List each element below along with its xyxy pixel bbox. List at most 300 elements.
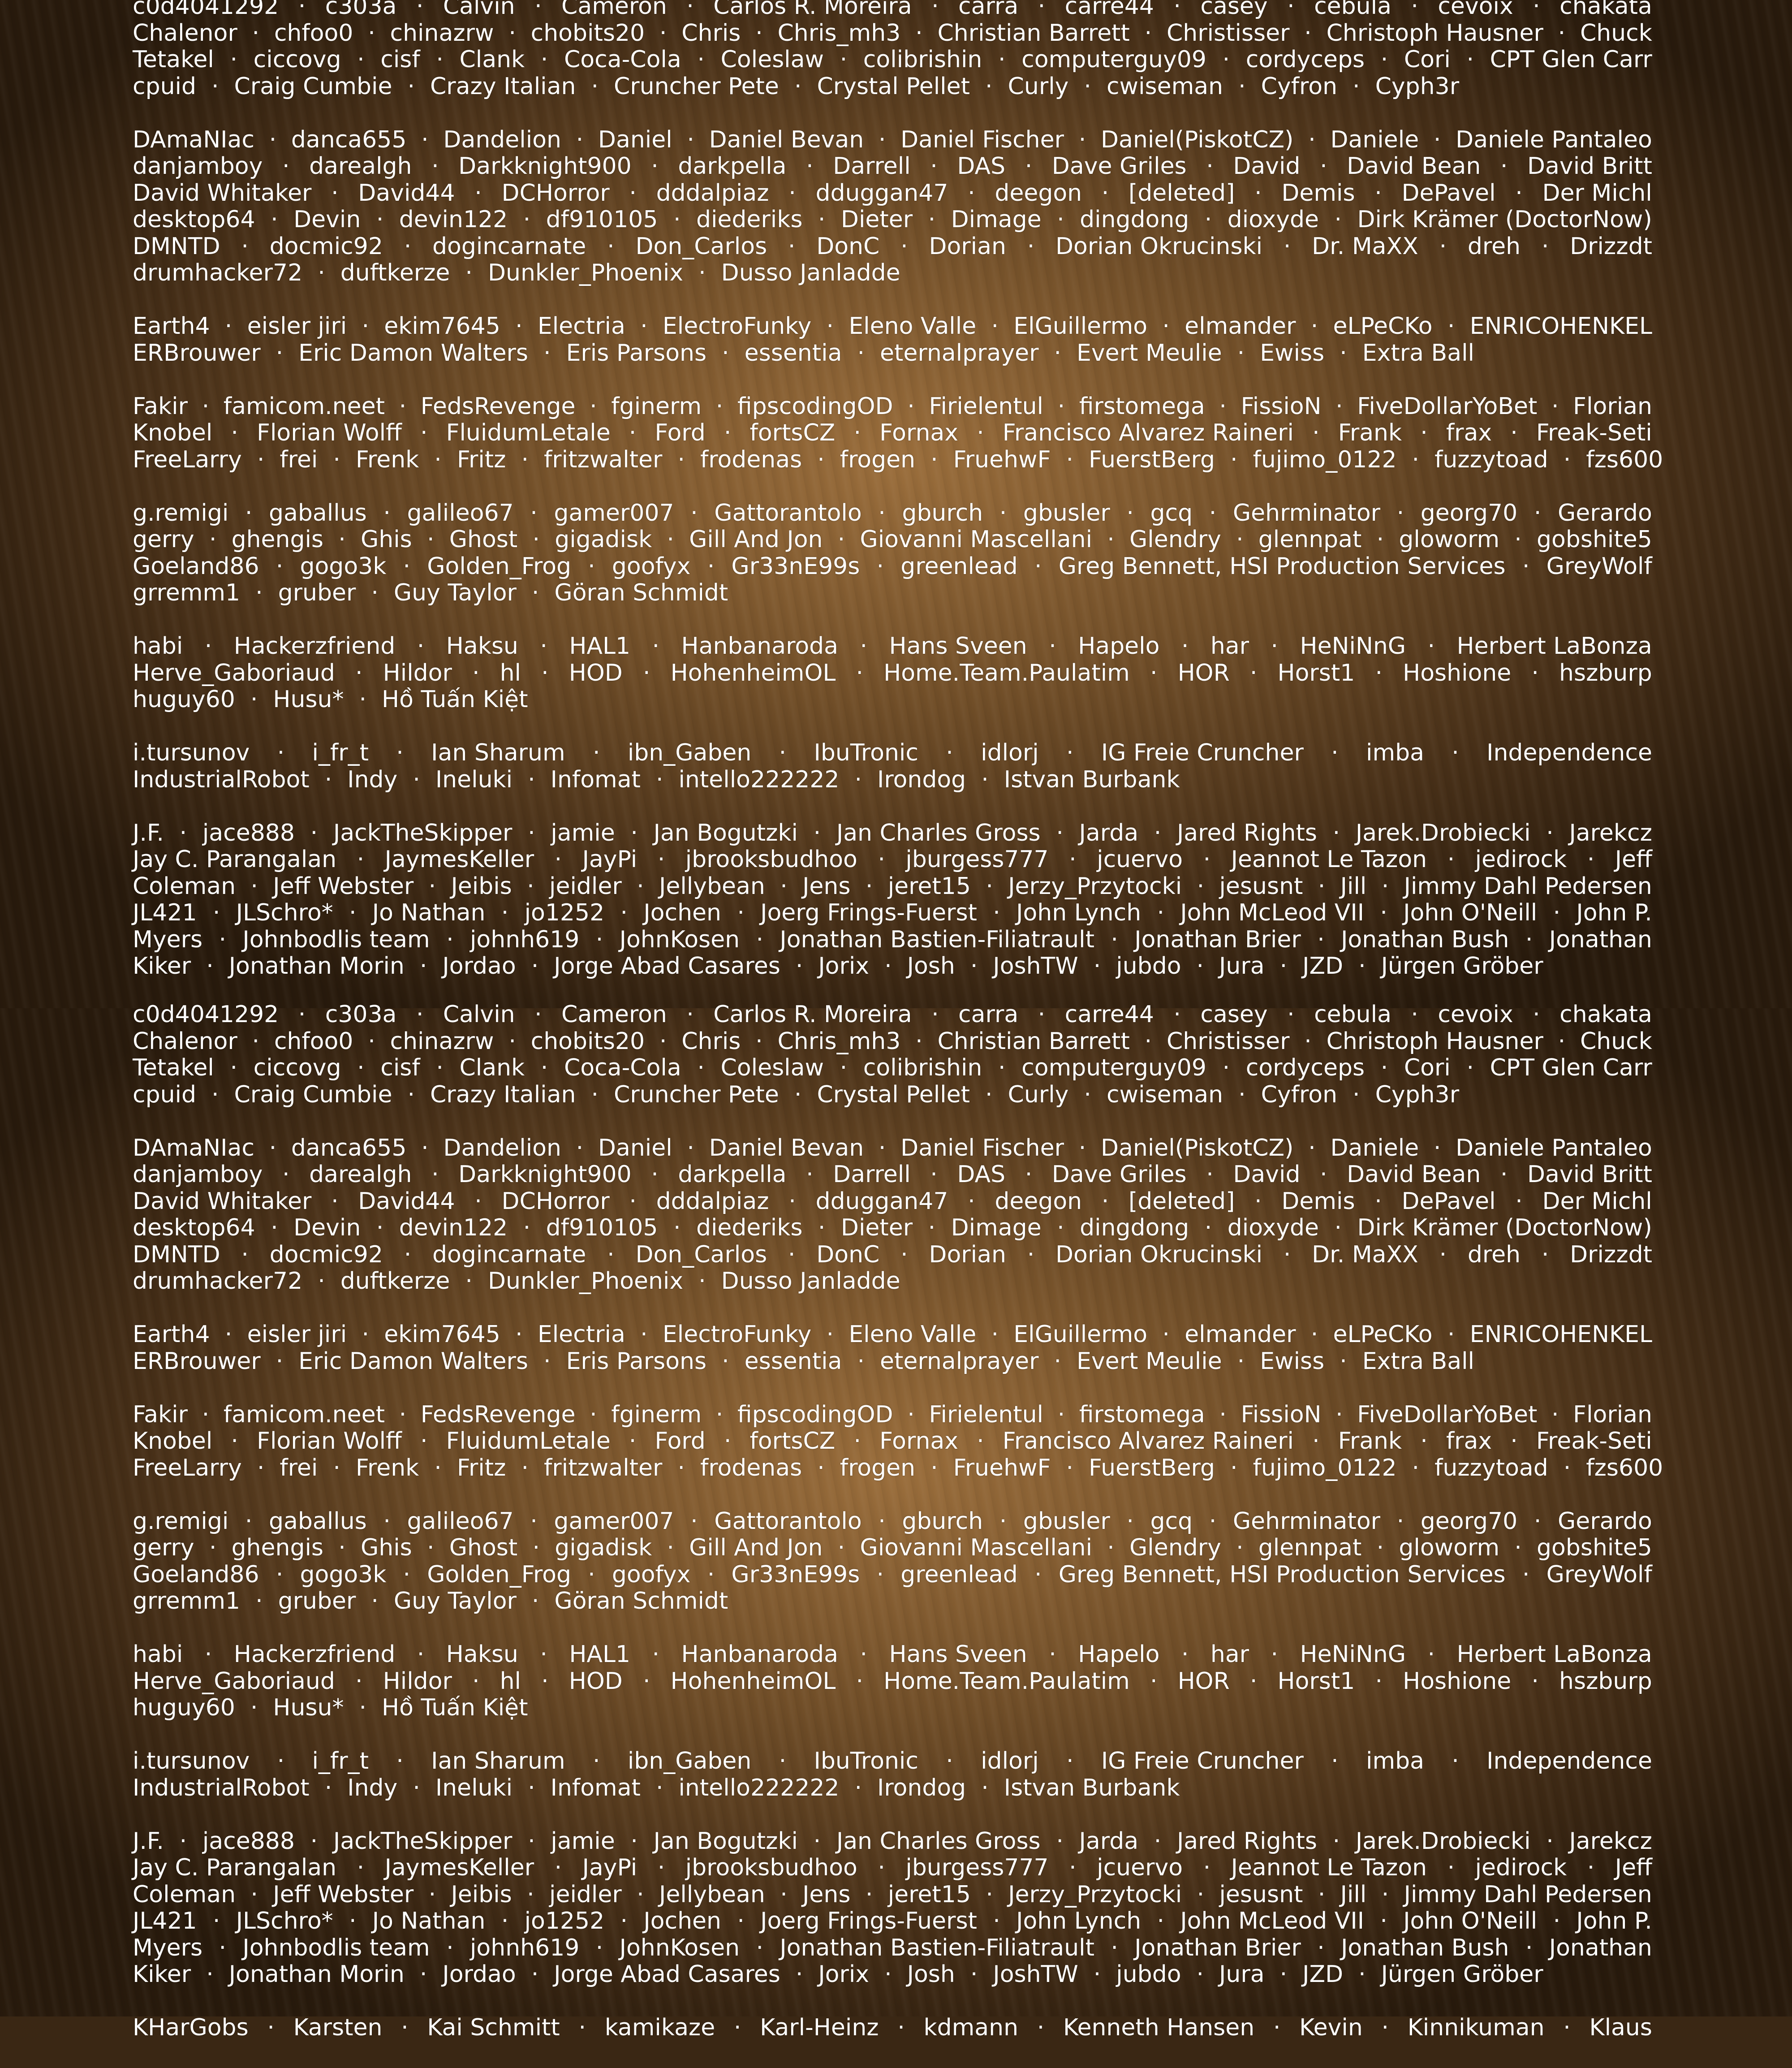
name-separator-dot: · [1038, 0, 1046, 20]
name-separator-dot: · [878, 1508, 886, 1535]
name-separator-dot: · [643, 1668, 650, 1695]
name-separator-dot: · [897, 2015, 905, 2042]
credit-name: famicom.neet [224, 1402, 385, 1429]
name-separator-dot: · [298, 1002, 306, 1028]
credit-name: Jarek.Drobiecki [1356, 1828, 1531, 1855]
name-separator-dot: · [1411, 0, 1418, 20]
name-separator-dot: · [985, 1082, 993, 1109]
name-separator-dot: · [531, 953, 539, 980]
name-separator-dot: · [1533, 1002, 1540, 1028]
credit-name: Giovanni Mascellani [860, 1535, 1092, 1562]
name-separator-dot: · [349, 1908, 357, 1935]
credit-name: huguy60 [133, 1695, 235, 1722]
credit-name: jedirock [1475, 1855, 1567, 1882]
credit-name: Jarekcz [1569, 1828, 1652, 1855]
name-separator-dot: · [1534, 1508, 1542, 1535]
credit-name: fuzzytoad [1434, 1455, 1548, 1482]
credit-name: John Lynch [1016, 900, 1141, 927]
name-separator-dot: · [368, 1028, 375, 1055]
name-separator-dot: · [421, 1135, 429, 1162]
name-separator-dot: · [420, 1428, 428, 1455]
credit-name: ElGuillermo [1013, 313, 1147, 340]
name-separator-dot: · [658, 846, 665, 873]
name-separator-dot: · [446, 1935, 454, 1962]
credit-name: Goeland86 [133, 553, 259, 580]
credit-name: FissioN [1241, 393, 1322, 420]
credit-name: jcuervo [1097, 846, 1183, 873]
credit-name: idlorj [981, 740, 1039, 767]
name-separator-dot: · [1374, 1188, 1382, 1215]
credit-name: JL421 [133, 1908, 197, 1935]
credit-name: gobshite5 [1537, 1535, 1652, 1562]
name-separator-dot: · [1318, 1882, 1326, 1908]
credit-name: Craig Cumbie [234, 73, 392, 100]
credit-name: cwiseman [1107, 1082, 1223, 1109]
name-separator-dot: · [1057, 1215, 1064, 1242]
name-separator-dot: · [420, 1961, 427, 1988]
name-separator-dot: · [629, 180, 637, 207]
credit-name: diederiks [696, 1215, 802, 1242]
credit-name: Jorge Abad Casares [554, 953, 780, 980]
credit-name: jedirock [1475, 846, 1567, 873]
credit-name: Dorian [929, 1242, 1006, 1269]
name-separator-dot: · [900, 233, 908, 260]
credit-name: galileo67 [407, 500, 513, 527]
name-separator-dot: · [1025, 153, 1033, 180]
credit-name: Extra Ball [1362, 340, 1474, 367]
name-separator-dot: · [877, 1562, 884, 1589]
credit-name: Fornax [879, 420, 958, 447]
name-separator-dot: · [219, 927, 226, 954]
credit-name: Home.Team.Paulatim [883, 660, 1130, 687]
name-separator-dot: · [521, 1455, 529, 1482]
name-separator-dot: · [1358, 1961, 1366, 1988]
credit-name: Daniel Bevan [709, 1135, 864, 1162]
name-separator-dot: · [401, 2015, 409, 2042]
credit-name: ERBrouwer [133, 340, 261, 367]
name-separator-dot: · [1587, 846, 1595, 873]
name-separator-dot: · [541, 1055, 548, 1082]
credit-name: gerry [133, 1535, 194, 1562]
name-separator-dot: · [1162, 313, 1170, 340]
name-separator-dot: · [427, 527, 435, 553]
name-separator-dot: · [1546, 820, 1554, 847]
credit-name: danca655 [291, 127, 407, 154]
name-separator-dot: · [588, 1562, 595, 1589]
name-separator-dot: · [697, 47, 705, 73]
credit-name: johnh619 [470, 927, 579, 954]
name-separator-dot: · [1551, 1402, 1559, 1429]
name-separator-dot: · [722, 340, 729, 367]
name-separator-dot: · [629, 1428, 637, 1455]
credit-name: drumhacker72 [133, 260, 302, 287]
credit-name: Electria [538, 313, 625, 340]
credit-name: Florian [1573, 1402, 1652, 1429]
credit-name: Firielentul [929, 393, 1043, 420]
name-separator-dot: · [637, 1882, 644, 1908]
name-separator-dot: · [1534, 500, 1542, 527]
name-separator-dot: · [206, 1961, 214, 1988]
name-separator-dot: · [578, 2015, 586, 2042]
credit-name: Francisco Alvarez Raineri [1003, 1428, 1294, 1455]
credit-name: intello222222 [678, 767, 839, 794]
credit-name: carre44 [1065, 0, 1154, 20]
name-separator-dot: · [1145, 20, 1152, 47]
name-separator-dot: · [465, 1268, 473, 1295]
name-separator-dot: · [1034, 1562, 1042, 1589]
name-separator-dot: · [1102, 1188, 1109, 1215]
name-separator-dot: · [252, 20, 260, 47]
credit-name: DMNTD [133, 1242, 220, 1269]
credit-name: colibrishin [863, 47, 982, 73]
name-separator-dot: · [756, 927, 763, 954]
name-separator-dot: · [686, 1002, 694, 1028]
name-separator-dot: · [1254, 1188, 1262, 1215]
credit-name: gcq [1150, 1508, 1193, 1535]
name-separator-dot: · [230, 47, 238, 73]
name-separator-dot: · [1382, 873, 1389, 900]
credit-name: Jeff Webster [273, 1882, 414, 1908]
credit-name: jubdo [1116, 953, 1181, 980]
credit-name: Coleman [133, 1882, 236, 1908]
credit-name: David44 [358, 180, 455, 207]
credit-name: imba [1366, 740, 1424, 767]
credit-name: Hoshione [1403, 660, 1511, 687]
name-separator-dot: · [840, 1055, 848, 1082]
credit-name: Hildor [383, 1668, 452, 1695]
credit-name: g.remigi [133, 1508, 228, 1535]
credit-name: Karsten [293, 2015, 383, 2042]
name-separator-dot: · [1126, 500, 1134, 527]
credit-name: Daniel(PiskotCZ) [1101, 127, 1293, 154]
credit-name: Herbert LaBonza [1457, 1641, 1652, 1668]
name-separator-dot: · [534, 1002, 542, 1028]
credit-name: Gr33nE99s [731, 553, 860, 580]
name-separator-dot: · [383, 1508, 391, 1535]
credit-name: JackTheSkipper [333, 1828, 513, 1855]
name-separator-dot: · [1219, 393, 1227, 420]
credit-name: Greg Bennett, HSI Production Services [1059, 553, 1506, 580]
name-separator-dot: · [474, 180, 482, 207]
credit-name: David Bean [1347, 153, 1481, 180]
name-separator-dot: · [1500, 153, 1508, 180]
credit-name: FiveDollarYoBet [1357, 393, 1537, 420]
credit-name: Jimmy Dahl Pedersen [1404, 873, 1652, 900]
name-separator-dot: · [724, 1428, 732, 1455]
credit-name: FuerstBerg [1089, 1455, 1215, 1482]
credit-name: Dunkler_Phoenix [488, 260, 683, 287]
credit-name: FruehwF [953, 447, 1051, 474]
credit-name: har [1210, 1641, 1249, 1668]
credit-name: Dave Griles [1052, 1161, 1187, 1188]
name-separator-dot: · [1340, 1348, 1347, 1375]
credit-name: Jonathan Bastien-Filiatrault [780, 1935, 1094, 1962]
credit-name: gbusler [1023, 1508, 1110, 1535]
name-separator-dot: · [1525, 927, 1533, 954]
name-separator-dot: · [1308, 1135, 1316, 1162]
credit-name: diederiks [696, 207, 802, 233]
name-separator-dot: · [532, 1588, 539, 1615]
credit-name: FruehwF [953, 1455, 1051, 1482]
credit-name: firstomega [1079, 393, 1205, 420]
name-separator-dot: · [310, 820, 318, 847]
name-separator-dot: · [1107, 527, 1115, 553]
name-separator-dot: · [687, 127, 694, 154]
name-separator-dot: · [202, 1402, 210, 1429]
credit-name: gogo3k [300, 1562, 386, 1589]
credit-name: Ewiss [1260, 1348, 1324, 1375]
name-separator-dot: · [690, 1508, 698, 1535]
name-separator-dot: · [1058, 393, 1065, 420]
credit-name: fipscodingOD [737, 393, 893, 420]
credit-name: Ewiss [1260, 340, 1324, 367]
name-separator-dot: · [399, 393, 407, 420]
name-separator-dot: · [1304, 1028, 1312, 1055]
name-separator-dot: · [1230, 1455, 1238, 1482]
credit-name: FreeLarry [133, 447, 242, 474]
credit-name: Kenneth Hansen [1063, 2015, 1254, 2042]
credit-name: fipscodingOD [737, 1402, 893, 1429]
name-separator-dot: · [1084, 1082, 1091, 1109]
credit-name: eLPeCKo [1333, 313, 1433, 340]
credit-name: JohnKosen [620, 1935, 740, 1962]
credit-name: Jonathan Brier [1134, 927, 1301, 954]
credit-name: Firielentul [929, 1402, 1043, 1429]
name-separator-dot: · [698, 260, 706, 287]
credit-name: Cyfron [1261, 1082, 1337, 1109]
credit-name: hl [500, 1668, 521, 1695]
name-separator-dot: · [1066, 1455, 1073, 1482]
name-separator-dot: · [1230, 447, 1238, 474]
credit-name: Istvan Burbank [1004, 767, 1180, 794]
credit-name: Karl-Heinz [760, 2015, 879, 2042]
credit-name: carre44 [1065, 1002, 1154, 1028]
credit-name: Jordao [442, 1961, 516, 1988]
credit-name: Ghost [449, 527, 518, 553]
name-separator-dot: · [404, 233, 412, 260]
credit-name: JaymesKeller [385, 1855, 534, 1882]
name-separator-dot: · [257, 447, 265, 474]
name-separator-dot: · [724, 420, 732, 447]
credit-name: darkpella [678, 1161, 786, 1188]
credit-name: Crystal Pellet [817, 1082, 970, 1109]
name-separator-dot: · [1209, 500, 1217, 527]
name-separator-dot: · [434, 447, 442, 474]
credit-name: Daniel [598, 1135, 672, 1162]
name-separator-dot: · [1027, 233, 1035, 260]
name-separator-dot: · [779, 740, 787, 767]
credit-name: gamer007 [554, 500, 674, 527]
credit-name: duftkerze [340, 1268, 450, 1295]
credit-name: chobits20 [531, 20, 645, 47]
credit-name: jo1252 [525, 1908, 605, 1935]
name-separator-dot: · [1308, 127, 1316, 154]
credit-name: Jonathan Morin [229, 1961, 405, 1988]
credit-name: Coleslaw [721, 47, 824, 73]
name-separator-dot: · [527, 873, 534, 900]
credit-name: Goeland86 [133, 1562, 259, 1589]
credit-name: Florian Wolff [257, 1428, 402, 1455]
name-separator-dot: · [532, 580, 539, 607]
name-separator-dot: · [429, 873, 436, 900]
name-separator-dot: · [515, 1321, 523, 1348]
name-separator-dot: · [1094, 953, 1101, 980]
credit-name: Jorix [818, 1961, 869, 1988]
credit-name: devin122 [399, 207, 508, 233]
credit-name: Christisser [1167, 1028, 1290, 1055]
name-separator-dot: · [991, 313, 999, 340]
credit-name: Cori [1404, 47, 1451, 73]
credit-name: dreh [1468, 1242, 1521, 1269]
name-separator-dot: · [814, 1828, 821, 1855]
credit-name: Dr. MaXX [1312, 1242, 1418, 1269]
credit-name: intello222222 [678, 1775, 839, 1802]
credit-name: J.F. [133, 820, 164, 847]
credit-name: Darrell [833, 153, 911, 180]
credit-name: chakata [1559, 1002, 1652, 1028]
name-separator-dot: · [250, 686, 258, 713]
credit-name: cwiseman [1107, 73, 1223, 100]
name-separator-dot: · [1102, 180, 1109, 207]
name-separator-dot: · [780, 1882, 788, 1908]
name-separator-dot: · [269, 1135, 277, 1162]
name-separator-dot: · [1375, 660, 1383, 687]
credit-name: Cruncher Pete [614, 1082, 779, 1109]
name-separator-dot: · [1197, 953, 1204, 980]
name-separator-dot: · [541, 1668, 549, 1695]
name-separator-dot: · [1037, 2015, 1045, 2042]
credit-name: frei [280, 1455, 318, 1482]
name-separator-dot: · [1027, 1242, 1035, 1269]
name-separator-dot: · [915, 1028, 923, 1055]
name-separator-dot: · [1447, 1321, 1455, 1348]
credit-name: Golden_Frog [427, 1562, 571, 1589]
name-separator-dot: · [338, 1535, 346, 1562]
credit-name: Darkknight900 [458, 153, 632, 180]
credit-name: David Bean [1347, 1161, 1481, 1188]
credit-name: JZD [1302, 1961, 1343, 1988]
credit-name: Chris_mh3 [777, 20, 900, 47]
credit-name: fginerm [611, 393, 702, 420]
name-separator-dot: · [1334, 1215, 1342, 1242]
name-separator-dot: · [269, 127, 277, 154]
credit-name: Florian [1573, 393, 1652, 420]
credit-name: c303a [325, 1002, 397, 1028]
credit-name: John O'Neill [1403, 900, 1537, 927]
credit-name: fzs600 [1586, 447, 1663, 474]
name-separator-dot: · [532, 1535, 540, 1562]
name-separator-dot: · [282, 153, 290, 180]
credit-name: computerguy09 [1021, 47, 1206, 73]
name-separator-dot: · [413, 1775, 420, 1802]
name-separator-dot: · [659, 20, 667, 47]
name-separator-dot: · [277, 740, 285, 767]
name-separator-dot: · [968, 180, 975, 207]
credit-name: dioxyde [1228, 1215, 1319, 1242]
name-separator-dot: · [523, 207, 531, 233]
credit-name: David [1233, 153, 1300, 180]
credit-name: HAL1 [569, 633, 630, 660]
credit-name: Haksu [446, 1641, 518, 1668]
credit-name: elmander [1185, 313, 1296, 340]
credit-name: Gill And Jon [689, 1535, 823, 1562]
name-separator-dot: · [1038, 1002, 1046, 1028]
credit-name: ciccovg [254, 47, 341, 73]
credit-name: FluidumLetale [446, 1428, 611, 1455]
credit-name: ekim7645 [384, 1321, 500, 1348]
name-separator-dot: · [686, 0, 694, 20]
credit-name: fujimo_0122 [1253, 1455, 1397, 1482]
credit-name: HOD [569, 660, 623, 687]
credit-name: Hanbanaroda [681, 1641, 838, 1668]
name-separator-dot: · [1439, 1242, 1447, 1269]
name-separator-dot: · [878, 500, 886, 527]
name-separator-dot: · [1206, 153, 1214, 180]
credit-name: Jonathan Bush [1341, 927, 1509, 954]
name-separator-dot: · [396, 740, 404, 767]
name-separator-dot: · [1312, 420, 1320, 447]
name-separator-dot: · [915, 20, 923, 47]
name-separator-dot: · [531, 1961, 539, 1988]
name-separator-dot: · [180, 1828, 187, 1855]
credit-name: DonC [816, 1242, 879, 1269]
credit-name: Eris Parsons [566, 340, 707, 367]
name-separator-dot: · [1428, 633, 1435, 660]
name-separator-dot: · [838, 1535, 845, 1562]
name-separator-dot: · [209, 1535, 217, 1562]
credit-name: Jonathan Brier [1134, 1935, 1301, 1962]
name-separator-dot: · [677, 447, 685, 474]
name-separator-dot: · [630, 820, 638, 847]
name-separator-dot: · [1181, 1641, 1189, 1668]
name-separator-dot: · [968, 1188, 975, 1215]
name-separator-dot: · [271, 1215, 278, 1242]
name-separator-dot: · [1094, 1961, 1101, 1988]
name-separator-dot: · [755, 20, 763, 47]
credit-name: cpuid [133, 1082, 196, 1109]
credit-name: dddalpiaz [656, 1188, 769, 1215]
name-separator-dot: · [590, 393, 597, 420]
credit-name: duftkerze [340, 260, 450, 287]
credit-name: cebula [1314, 0, 1391, 20]
name-separator-dot: · [1439, 233, 1447, 260]
credit-name: i.tursunov [133, 740, 250, 767]
name-separator-dot: · [1150, 1668, 1158, 1695]
name-separator-dot: · [429, 1882, 436, 1908]
credit-name: Christian Barrett [937, 1028, 1129, 1055]
name-separator-dot: · [1412, 1455, 1420, 1482]
name-separator-dot: · [755, 1028, 763, 1055]
name-separator-dot: · [1034, 553, 1042, 580]
name-separator-dot: · [362, 1321, 369, 1348]
name-separator-dot: · [643, 660, 650, 687]
name-separator-dot: · [1331, 740, 1339, 767]
credit-name: imba [1366, 1748, 1424, 1775]
credit-name: Fornax [879, 1428, 958, 1455]
name-separator-dot: · [640, 1321, 648, 1348]
credit-name: HeNiNnG [1300, 633, 1406, 660]
credit-name: gruber [278, 580, 356, 607]
name-separator-dot: · [1515, 1188, 1523, 1215]
name-separator-dot: · [257, 1455, 265, 1482]
name-separator-dot: · [630, 1828, 638, 1855]
credit-name: gogo3k [300, 553, 386, 580]
name-separator-dot: · [1382, 1882, 1389, 1908]
credit-name: elmander [1185, 1321, 1296, 1348]
name-separator-dot: · [1236, 527, 1244, 553]
name-separator-dot: · [1447, 313, 1455, 340]
credit-name: Knobel [133, 1428, 212, 1455]
